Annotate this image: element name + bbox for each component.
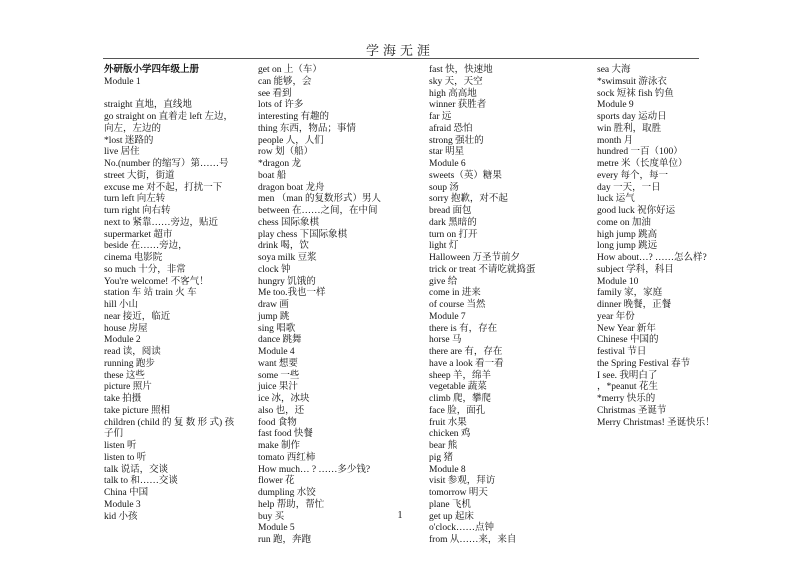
vocab-line: year 年份 [597, 311, 635, 322]
vocab-line: so much 十分，非常 [104, 264, 186, 275]
vocab-line: pig 猪 [429, 452, 454, 463]
vocab-line: hill 小山 [104, 300, 139, 310]
vocab-line: people 人，人们 [258, 135, 324, 146]
vocab-line: boat 船 [258, 170, 287, 181]
vocab-line: 外研版小学四年级上册 [104, 65, 200, 75]
vocab-line: play chess 下国际象棋 [258, 229, 348, 240]
column-2 [258, 65, 398, 547]
vocab-line: face 脸，面孔 [429, 405, 486, 416]
vocab-line: children (child 的 复 数 形 式) 孩子们 [104, 417, 235, 440]
vocab-line: drink 喝，饮 [258, 241, 309, 252]
vocab-line: beside 在……旁边， [104, 241, 188, 252]
vocab-line: *swimsuit 游泳衣 [597, 76, 667, 87]
vocab-line: sky 天，天空 [429, 76, 483, 87]
vocab-line: turn on 打开 [429, 229, 478, 240]
vocab-line: juice 果汁 [258, 382, 298, 393]
vocab-line: sock 短袜 fish 钓鱼 [597, 88, 674, 99]
vocab-line: kid 小孩 [104, 511, 138, 522]
vocab-line: chess 国际象棋 [258, 217, 319, 228]
vocab-line: straight 直地，直线地 [104, 100, 192, 111]
module-heading: Module 8 [429, 464, 466, 475]
vocab-line: can 能够，会 [258, 76, 312, 87]
vocab-line: Chinese 中国的 [597, 335, 659, 346]
vocab-line: How about…? ……怎么样? [597, 253, 707, 263]
vocab-line: metre 米（长度单位） [597, 159, 688, 169]
vocab-line: climb 爬，攀爬 [429, 394, 492, 404]
vocab-line: talk 说话，交谈 [104, 464, 169, 475]
vocab-line: take 拍摄 [104, 394, 142, 404]
vocab-line: sea 大海 [597, 65, 631, 75]
vocab-line: there is 有，存在 [429, 323, 498, 334]
vocab-line: get up 起床 [429, 511, 474, 522]
vocab-line: these 这些 [104, 370, 145, 381]
vocab-line: thing 东西，物品；事情 [258, 123, 356, 134]
vocab-line: winner 获胜者 [429, 100, 487, 111]
vocab-line: high 高高地 [429, 88, 477, 99]
vocab-line: listen 听 [104, 441, 137, 451]
module-heading: Module 6 [429, 159, 466, 169]
vocab-line: ，*peanut 花生 [597, 382, 658, 393]
vocab-line: clock 钟 [258, 264, 291, 275]
vocab-line: dragon boat 龙舟 [258, 182, 325, 193]
column-3 [429, 65, 569, 547]
vocab-line: get on 上（车） [258, 65, 322, 75]
vocab-line: next to 紧靠……旁边，贴近 [104, 217, 218, 228]
vocab-line: buy 买 [258, 511, 285, 522]
vocab-line: also 也，还 [258, 405, 305, 416]
vocab-line: sports day 运动日 [597, 112, 667, 122]
vocab-line: dance 跳舞 [258, 335, 302, 346]
vocab-line: turn right 向右转 [104, 206, 171, 216]
vocab-line: Merry Christmas! 圣诞快乐！ [597, 417, 715, 428]
vocab-line: turn left 向左转 [104, 194, 166, 205]
vocab-line: picture 照片 [104, 382, 152, 393]
vocab-line: from 从……来，来自 [429, 535, 517, 545]
vocab-line: festival 节日 [597, 347, 647, 357]
vocab-line: far 远 [429, 112, 452, 122]
vocab-line: bear 熊 [429, 441, 458, 451]
vocab-line: some 一些 [258, 370, 300, 381]
vocab-line: You're welcome! 不客气！ [104, 276, 209, 287]
vocab-line: fast 快，快速地 [429, 65, 493, 75]
vocab-line: o'clock……点钟 [429, 523, 495, 534]
module-heading: Module 10 [597, 276, 639, 287]
vocab-line: luck 运气 [597, 194, 635, 205]
vocab-line: soya milk 豆浆 [258, 253, 317, 263]
vocab-line: station 车 站 train 火 车 [104, 288, 197, 299]
vocab-line: come on 加油 [597, 217, 651, 228]
vocab-line: *merry 快乐的 [597, 394, 656, 404]
vocab-line: supermarket 超市 [104, 229, 173, 240]
header-rule [103, 58, 699, 59]
vocab-line: month 月 [597, 135, 634, 146]
vocab-line: between 在……之间，在中间 [258, 206, 378, 216]
vocab-line: tomorrow 明天 [429, 488, 488, 498]
vocab-line: ice 冰，冰块 [258, 394, 310, 404]
column-4 [597, 65, 727, 429]
vocab-line: food 食物 [258, 417, 297, 428]
vocab-line: How much… ? ……多少钱? [258, 464, 371, 475]
vocab-line: live 居住 [104, 147, 140, 158]
vocab-line: near 接近，临近 [104, 311, 171, 322]
vocab-line: row 划（船） [258, 147, 314, 158]
vocab-line: hundred 一百（100） [597, 147, 683, 158]
vocab-line: plane 飞机 [429, 499, 471, 510]
vocab-line: bread 面包 [429, 206, 472, 216]
vocab-line: chicken 鸡 [429, 429, 471, 440]
vocab-line: cinema 电影院 [104, 253, 163, 263]
vocab-line: men （man 的复数形式）男人 [258, 194, 381, 205]
vocab-line: sweets（英）糖果 [429, 170, 502, 181]
vocab-line: light 灯 [429, 241, 459, 252]
vocab-line: go straight on 直着走 left 左边，向左，左边的 [104, 112, 234, 134]
vocab-line: afraid 恐怕 [429, 123, 473, 134]
vocab-line: *lost 迷路的 [104, 135, 154, 146]
vocab-line: dumpling 水饺 [258, 488, 316, 498]
vocab-line: sorry 抱歉，对不起 [429, 194, 508, 205]
module-heading: Module 1 [104, 76, 141, 87]
vocab-line: tomato 西红柿 [258, 452, 316, 463]
module-heading: Module 4 [258, 347, 295, 357]
vocab-line: lots of 许多 [258, 100, 304, 111]
module-heading: Module 7 [429, 311, 466, 322]
vocab-line: give 给 [429, 276, 458, 287]
vocab-line: every 每个，每一 [597, 170, 668, 181]
vocab-line: star 明星 [429, 147, 465, 158]
vocab-line: dinner 晚餐，正餐 [597, 300, 672, 310]
vocab-line: day 一天，一日 [597, 182, 661, 193]
vocab-line: listen to 听 [104, 452, 147, 463]
vocab-line: interesting 有趣的 [258, 112, 329, 122]
vocab-line: running 跑步 [104, 358, 155, 369]
vocab-line: dark 黑暗的 [429, 217, 477, 228]
module-heading: Module 2 [104, 335, 141, 346]
vocab-line: I see. 我明白了 [597, 370, 658, 381]
vocab-line: come in 进来 [429, 288, 481, 299]
vocab-line: flower 花 [258, 476, 295, 487]
vocab-line: vegetable 蔬菜 [429, 382, 487, 393]
vocab-line: sing 唱歌 [258, 323, 296, 334]
module-heading: Module 5 [258, 523, 295, 534]
vocab-line: subject 学科，科目 [597, 264, 674, 275]
module-heading: Module 9 [597, 100, 634, 111]
vocab-line [104, 89, 239, 101]
vocab-line: Christmas 圣诞节 [597, 405, 667, 416]
vocab-line: strong 强壮的 [429, 135, 484, 146]
vocab-line: soup 汤 [429, 182, 459, 193]
vocab-line: win 胜利，取胜 [597, 123, 662, 134]
vocab-line: run 跑，奔跑 [258, 535, 312, 545]
vocab-line: make 制作 [258, 441, 300, 451]
page-header: 学海无涯 [365, 43, 434, 58]
page-number: 1 [397, 510, 403, 521]
vocab-line: talk to 和……交谈 [104, 476, 178, 487]
vocab-line: good luck 祝你好运 [597, 206, 676, 216]
vocab-line: New Year 新年 [597, 323, 656, 334]
vocab-line: want 想要 [258, 358, 298, 369]
vocab-line: Me too.我也一样 [258, 288, 326, 299]
vocab-line: Halloween 万圣节前夕 [429, 253, 521, 263]
module-heading: Module 3 [104, 499, 141, 510]
vocab-line: fruit 水果 [429, 417, 467, 428]
vocab-line: family 家，家庭 [597, 288, 663, 299]
vocab-line: fast food 快餐 [258, 429, 313, 440]
column-1 [104, 65, 239, 523]
vocab-line: the Spring Festival 春节 [597, 358, 691, 369]
vocab-line: visit 参观，拜访 [429, 476, 496, 487]
vocab-line: horse 马 [429, 335, 462, 346]
vocab-line: read 读，阅读 [104, 347, 161, 357]
vocab-line: jump 跳 [258, 311, 290, 322]
vocab-line: have a look 看一看 [429, 358, 504, 369]
vocab-line: *dragon 龙 [258, 159, 302, 169]
vocab-line: take picture 照相 [104, 405, 170, 416]
vocab-line: help 帮助，帮忙 [258, 499, 325, 510]
vocab-line: hungry 饥饿的 [258, 276, 316, 287]
vocab-line: long jump 跳远 [597, 241, 658, 252]
vocab-line: street 大街，街道 [104, 170, 175, 181]
vocab-line: there are 有，存在 [429, 347, 503, 357]
vocab-line: see 看到 [258, 88, 292, 99]
vocab-line: trick or treat 不请吃就捣蛋 [429, 264, 536, 275]
vocab-line: China 中国 [104, 488, 149, 498]
vocab-line: of course 当然 [429, 300, 486, 310]
vocab-line: draw 画 [258, 300, 289, 310]
vocab-line: excuse me 对不起，打扰一下 [104, 182, 223, 193]
vocab-line: sheep 羊，绵羊 [429, 370, 492, 381]
vocab-line: house 房屋 [104, 323, 148, 334]
vocab-line: high jump 跳高 [597, 229, 658, 240]
vocab-line: No.(number 的缩写）第……号 [104, 159, 229, 169]
